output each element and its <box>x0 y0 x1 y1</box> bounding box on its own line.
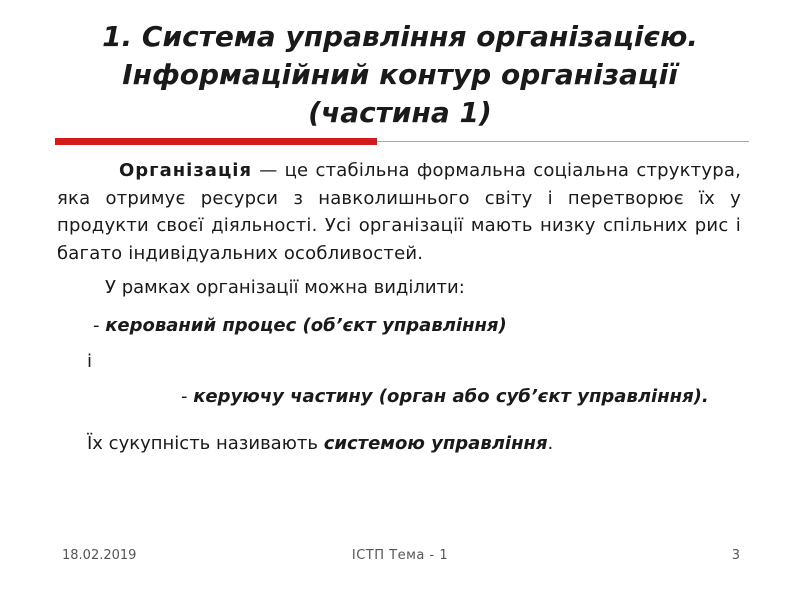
managing-part-text: керуючу частину (орган або суб’єкт управління). <box>193 386 709 407</box>
conjunction-line: і <box>87 351 93 372</box>
title-line-2: Інформаційний контур організації <box>122 58 678 91</box>
framework-line: У рамках організації можна виділити: <box>105 277 465 298</box>
definition-term: Організація <box>119 160 253 181</box>
title-divider-line <box>377 141 749 142</box>
summary-term: системою управління <box>323 433 548 454</box>
title-accent-bar <box>55 138 377 145</box>
managing-part-dash: - <box>181 386 194 407</box>
footer-topic: ІСТП Тема - 1 <box>351 548 449 563</box>
footer-date: 18.02.2019 <box>62 548 137 563</box>
slide-body <box>57 157 741 459</box>
definition-text: — це стабільна формальна соціальна структура, яка отримує ресурси з навколишнього світу і перетворює їх у продукти своєї діяльності. Усі організації мають низку спільних рис і багато індивідуальних особливостей. <box>57 160 741 264</box>
managing-part-line <box>57 383 741 411</box>
managed-process-text: керований процес (об’єкт управління) <box>105 315 507 336</box>
title-line-3: (частина 1) <box>308 96 492 129</box>
summary-pre: Їх сукупність називають <box>87 433 324 454</box>
summary-line <box>57 429 741 459</box>
managed-process-dash: - <box>93 315 106 336</box>
slide-title <box>50 18 750 132</box>
summary-post: . <box>547 433 554 454</box>
managed-process-line <box>57 311 741 341</box>
title-line-1: 1. Система управління організацією. <box>102 20 698 53</box>
page-number: 3 <box>731 548 740 563</box>
definition-paragraph <box>57 157 741 267</box>
